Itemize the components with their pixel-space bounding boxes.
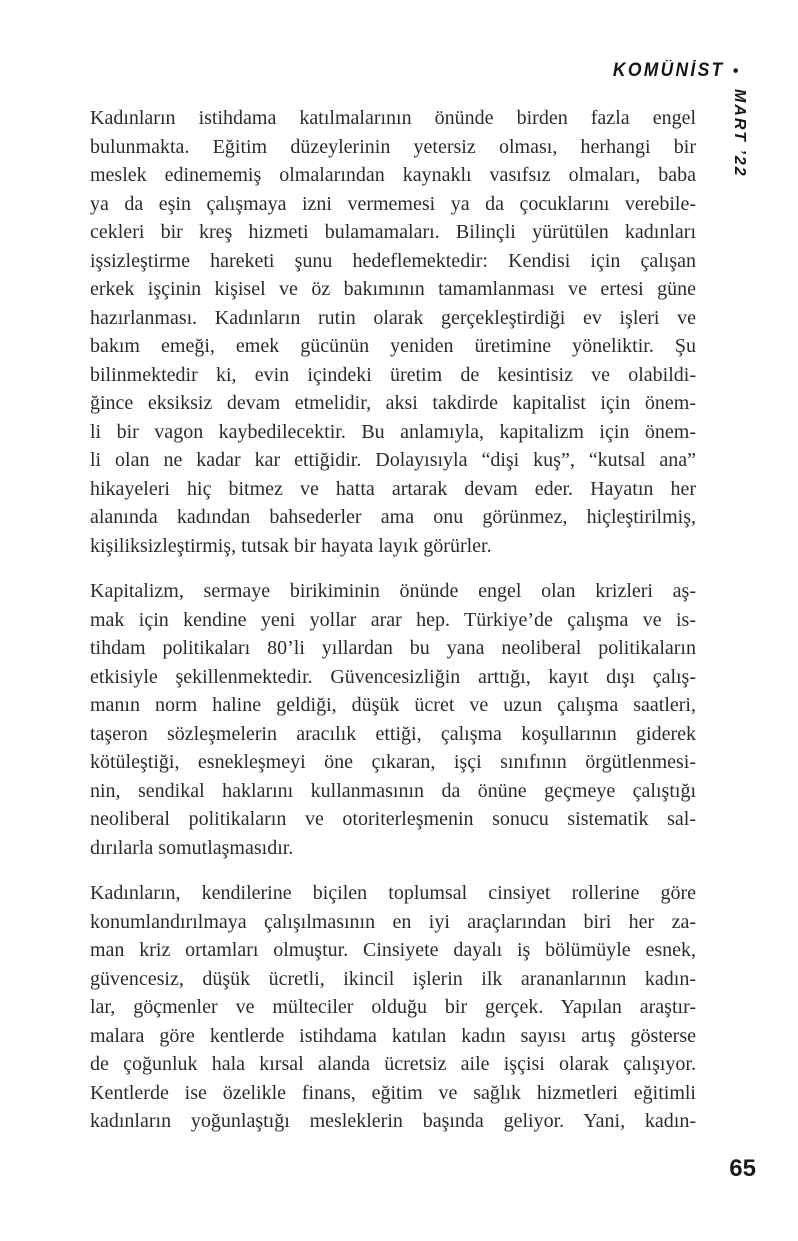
text-line: hikayeleri hiç bitmez ve hatta artarak devam eder. Hayatın her (90, 477, 696, 500)
page-number: 65 (729, 1155, 756, 1182)
text-line: cekleri bir kreş hizmeti bulamamaları. Bilinçli yürütülen kadınları (90, 221, 696, 243)
paragraph (90, 104, 696, 560)
text-line: meslek edinememiş olmalarından kaynaklı vasıfsız olmaları, baba (90, 164, 696, 186)
text-line: tihdam politikaları 80’li yıllardan bu yana neoliberal politikaların (90, 637, 696, 659)
text-line: lar, göçmenler ve mülteciler olduğu bir gerçek. Yapılan araştır- (90, 996, 696, 1018)
text-line: Kapitalizm, sermaye birikiminin önünde engel olan krizleri aş- (90, 580, 696, 602)
text-line: man kriz ortamları olmuştur. Cinsiyete dayalı iş bölümüyle esnek, (90, 939, 696, 961)
text-line: Kadınların istihdama katılmalarının önünde birden fazla engel (90, 107, 696, 129)
text-line: nin, sendikal haklarını kullanmasının da önüne geçmeye çalıştığı (90, 779, 696, 802)
text-line: kadınların yoğunlaştığı mesleklerin başında geliyor. Yani, kadın- (90, 1110, 696, 1132)
text-line: bilinmektedir ki, evin içindeki üretim de kesintisiz ve olabildi- (90, 363, 696, 386)
issue-date-label: MART ’22 (731, 89, 748, 178)
paragraph (90, 577, 696, 862)
text-line: kişiliksizleştirmiş, tutsak bir hayata layık görürler. (90, 534, 492, 557)
article-body (90, 104, 696, 1136)
text-line: taşeron sözleşmelerin aracılık ettiği, çalışma koşullarının giderek (90, 722, 696, 745)
running-head (613, 60, 738, 82)
text-line: ğince eksiksiz devam etmelidir, aksi takdirde kapitalist için önem- (90, 392, 696, 414)
text-line: alanında kadından bahsederler ama onu görünmez, hiçleştirilmiş, (90, 506, 696, 528)
bullet-separator-icon: • (732, 61, 738, 80)
paragraph (90, 879, 696, 1136)
text-line: Kadınların, kendilerine biçilen toplumsal cinsiyet rollerine göre (90, 882, 696, 904)
text-line: Kentlerde ise özelikle finans, eğitim ve sağlık hizmetleri eğitimli (90, 1081, 696, 1104)
text-line: bulunmakta. Eğitim düzeylerinin yetersiz olması, herhangi bir (90, 135, 696, 158)
text-line: etkisiyle şekillenmektedir. Güvencesizliğin arttığı, kayıt dışı çalış- (90, 665, 696, 688)
text-line: manın norm haline geldiği, düşük ücret ve uzun çalışma saatleri, (90, 694, 696, 716)
text-line: malara göre kentlerde istihdama katılan kadın sayısı artış gösterse (90, 1024, 696, 1047)
text-line: dırılarla somutlaşmasıdır. (90, 836, 294, 859)
text-line: konumlandırılmaya çalışılmasının en iyi araçlarından biri her za- (90, 910, 696, 933)
text-line: bakım emeği, emek gücünün yeniden üretimine yöneliktir. Şu (90, 335, 696, 357)
text-line: de çoğunluk hala kırsal alanda ücretsiz aile işçisi olarak çalışıyor. (90, 1053, 696, 1075)
text-line: kötüleştiği, esnekleşmeyi öne çıkaran, işçi sınıfının örgütlenmesi- (90, 751, 696, 773)
text-line: neoliberal politikaların ve otoriterleşmenin sonucu sistematik sal- (90, 808, 696, 830)
journal-title: KOMÜNİST (612, 60, 725, 81)
text-line: güvencesiz, düşük ücretli, ikincil işlerin ilk arananlarının kadın- (90, 967, 696, 990)
text-line: mak için kendine yeni yollar arar hep. Türkiye’de çalışma ve is- (90, 608, 696, 631)
text-line: erkek işçinin kişisel ve öz bakımının tamamlanması ve ertesi güne (90, 278, 696, 300)
text-line: işsizleştirme hareketi şunu hedeflemektedir: Kendisi için çalışan (90, 249, 696, 272)
text-line: hazırlanması. Kadınların rutin olarak gerçekleştirdiği ev işleri ve (90, 306, 696, 329)
text-line: ya da eşin çalışmaya izni vermemesi ya da çocuklarını verebile- (90, 192, 696, 215)
text-line: li bir vagon kaybedilecektir. Bu anlamıyla, kapitalizm için önem- (90, 420, 696, 443)
text-line: li olan ne kadar kar ettiğidir. Dolayısıyla “dişi kuş”, “kutsal ana” (90, 449, 696, 471)
